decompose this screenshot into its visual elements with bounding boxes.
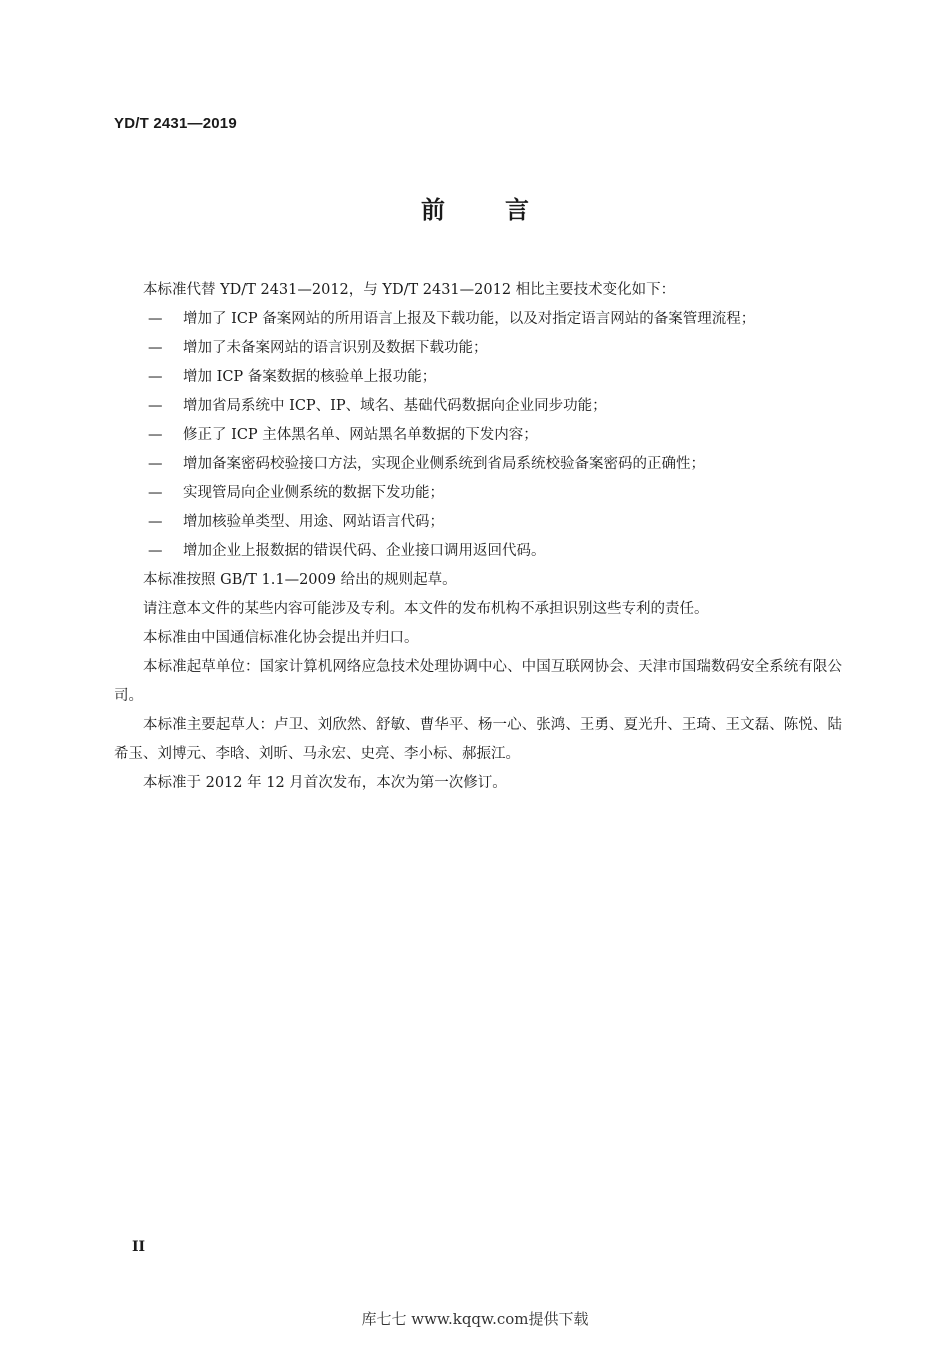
drafting-rules-paragraph: 本标准按照 GB/T 1.1—2009 给出的规则起草。 bbox=[143, 572, 457, 588]
list-item bbox=[114, 305, 842, 334]
dash-marker: — bbox=[148, 398, 163, 414]
dash-marker: — bbox=[148, 311, 163, 327]
dash-marker: — bbox=[148, 543, 163, 559]
revision-history-paragraph: 本标准于 2012 年 12 月首次发布，本次为第一次修订。 bbox=[143, 775, 507, 791]
title-char-2: 言 bbox=[505, 196, 529, 224]
dash-marker: — bbox=[148, 514, 163, 530]
dash-marker: — bbox=[148, 456, 163, 472]
list-item-text: 增加企业上报数据的错误代码、企业接口调用返回代码。 bbox=[183, 543, 546, 559]
dash-marker: — bbox=[148, 427, 163, 443]
list-item bbox=[114, 421, 842, 450]
list-item bbox=[114, 508, 842, 537]
list-item-text: 修正了 ICP 主体黑名单、网站黑名单数据的下发内容； bbox=[183, 427, 538, 443]
list-item-text: 实现管局向企业侧系统的数据下发功能； bbox=[183, 485, 444, 501]
download-footer: 库七七 www.kqqw.com提供下载 bbox=[361, 1310, 589, 1328]
list-item-text: 增加了未备案网站的语言识别及数据下载功能； bbox=[183, 340, 488, 356]
list-item-text: 增加 ICP 备案数据的核验单上报功能； bbox=[183, 369, 437, 385]
dash-marker: — bbox=[148, 369, 163, 385]
foreword-body bbox=[114, 276, 842, 798]
list-item bbox=[114, 479, 842, 508]
document-code: YD/T 2431—2019 bbox=[114, 115, 237, 132]
patent-notice-paragraph: 请注意本文件的某些内容可能涉及专利。本文件的发布机构不承担识别这些专利的责任。 bbox=[143, 601, 709, 617]
list-item bbox=[114, 392, 842, 421]
list-item-text: 增加核验单类型、用途、网站语言代码； bbox=[183, 514, 444, 530]
list-item-text: 增加省局系统中 ICP、IP、域名、基础代码数据向企业同步功能； bbox=[183, 398, 607, 414]
dash-marker: — bbox=[148, 340, 163, 356]
intro-paragraph: 本标准代替 YD/T 2431—2012，与 YD/T 2431—2012 相比主要技术变化如下： bbox=[143, 282, 676, 298]
list-item bbox=[114, 334, 842, 363]
list-item-text: 增加了 ICP 备案网站的所用语言上报及下载功能，以及对指定语言网站的备案管理流程； bbox=[183, 311, 756, 327]
list-item-text: 增加备案密码校验接口方法，实现企业侧系统到省局系统校验备案密码的正确性； bbox=[183, 456, 705, 472]
dash-marker: — bbox=[148, 485, 163, 501]
page-number: II bbox=[132, 1239, 146, 1255]
list-item bbox=[114, 363, 842, 392]
title-char-1: 前 bbox=[421, 196, 445, 224]
drafters-paragraph: 本标准主要起草人：卢卫、刘欣然、舒敏、曹华平、杨一心、张鸿、王勇、夏光升、王琦、王文磊、陈悦、陆希玉、刘博元、李晗、刘昕、马永宏、史亮、李小标、郝振江。 bbox=[114, 717, 842, 762]
proposer-paragraph: 本标准由中国通信标准化协会提出并归口。 bbox=[143, 630, 419, 646]
list-item bbox=[114, 450, 842, 479]
page-title bbox=[0, 190, 950, 225]
list-item bbox=[114, 537, 842, 566]
drafting-units-paragraph: 本标准起草单位：国家计算机网络应急技术处理协调中心、中国互联网协会、天津市国瑞数码安全系统有限公司。 bbox=[114, 659, 842, 704]
changes-list bbox=[114, 305, 842, 566]
